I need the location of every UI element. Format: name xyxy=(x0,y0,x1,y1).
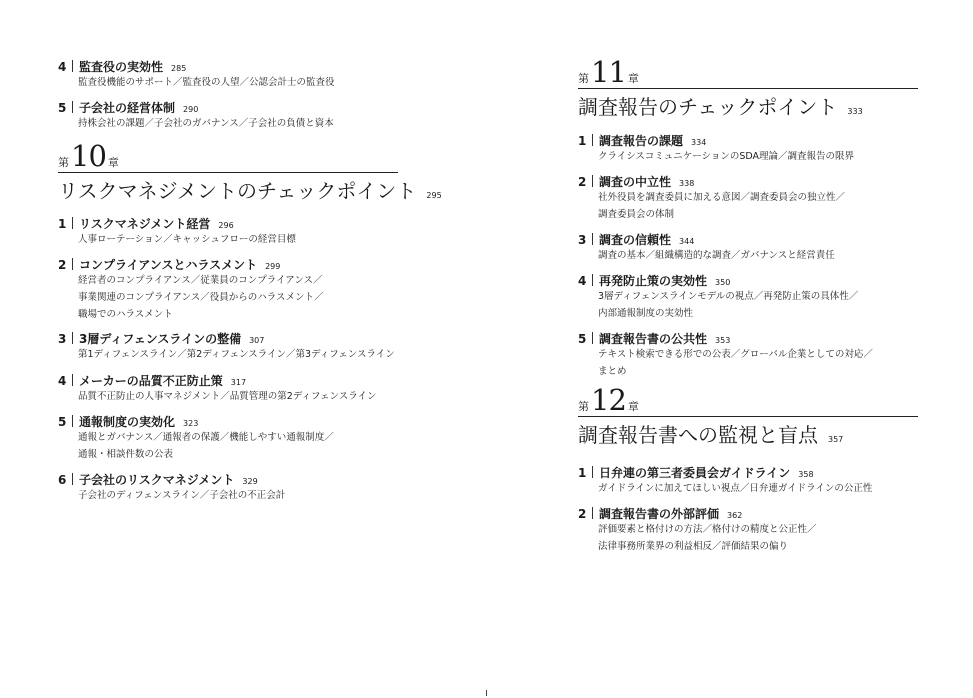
section-subtopics: 品質不正防止の人事マネジメント／品質管理の第2ディフェンスライン xyxy=(78,391,377,402)
section-page: 353 xyxy=(715,336,731,345)
section-number: 2 xyxy=(578,175,587,189)
section-page: 350 xyxy=(715,278,731,287)
section-title: 調査報告書の公共性 xyxy=(599,332,708,346)
section-page: 334 xyxy=(691,138,707,147)
section-number: 6 xyxy=(58,473,67,487)
gutter-mark xyxy=(486,690,487,696)
section-subtopics: 評価要素と格付けの方法／格付けの精度と公正性／ xyxy=(598,524,817,535)
section-subtopics: 職場でのハラスメント xyxy=(78,309,173,320)
chapter-title: 調査報告のチェックポイント xyxy=(578,95,838,119)
chapter-title: 調査報告書への監視と盲点 xyxy=(578,423,818,447)
section-divider xyxy=(592,332,593,344)
section-subtopics: 内部通報制度の実効性 xyxy=(598,308,694,319)
section-page: 307 xyxy=(249,336,265,345)
section-divider xyxy=(72,415,73,427)
toc-section[interactable] xyxy=(58,99,398,132)
section-subtopics: 法律事務所業界の利益相反／評価結果の偏り xyxy=(598,541,789,552)
chapter-label: 第 10 章 xyxy=(58,139,119,173)
section-number: 3 xyxy=(58,332,67,346)
toc-section[interactable] xyxy=(58,471,398,504)
chapter-rule xyxy=(578,88,918,89)
section-divider xyxy=(72,258,73,270)
chapter-heading[interactable] xyxy=(578,383,918,448)
section-page: 323 xyxy=(183,419,199,428)
section-divider xyxy=(592,175,593,187)
section-subtopics: 3層ディフェンスラインモデルの視点／再発防止策の具体性／ xyxy=(598,291,859,302)
toc-section[interactable] xyxy=(58,372,398,405)
section-page: 290 xyxy=(183,105,199,114)
toc-section[interactable] xyxy=(578,464,918,497)
section-page: 299 xyxy=(265,262,281,271)
toc-section[interactable] xyxy=(58,215,398,248)
toc-section[interactable] xyxy=(58,256,398,323)
chapter-title: リスクマネジメントのチェックポイント xyxy=(58,179,417,203)
section-number: 1 xyxy=(578,466,587,480)
toc-section[interactable] xyxy=(58,58,398,91)
section-subtopics: テキスト検索できる形での公表／グローバル企業としての対応／ xyxy=(598,349,873,360)
chapter-number: 12 xyxy=(591,383,626,417)
chapter-page: 333 xyxy=(847,107,863,116)
section-divider xyxy=(592,507,593,519)
section-title: 3層ディフェンスラインの整備 xyxy=(79,332,242,346)
section-title: 子会社のリスクマネジメント xyxy=(79,473,235,487)
section-title: リスクマネジメント経営 xyxy=(79,217,211,231)
section-subtopics: まとめ xyxy=(598,366,627,377)
section-divider xyxy=(592,466,593,478)
chapter-number: 11 xyxy=(591,55,626,89)
section-title: 通報制度の実効化 xyxy=(79,415,176,429)
section-divider xyxy=(72,332,73,344)
toc-section[interactable] xyxy=(578,132,918,165)
chapter-heading[interactable] xyxy=(578,55,918,120)
section-title: 調査報告書の外部評価 xyxy=(599,507,720,521)
section-subtopics: ガイドラインに加えてほしい視点／日弁連ガイドラインの公正性 xyxy=(598,483,873,494)
section-number: 1 xyxy=(58,217,67,231)
chapter-page: 357 xyxy=(828,435,844,444)
section-subtopics: 持株会社の課題／子会社のガバナンス／子会社の負債と資本 xyxy=(78,118,334,129)
chapter-heading[interactable] xyxy=(58,139,442,204)
section-subtopics: 通報とガバナンス／通報者の保護／機能しやすい通報制度／ xyxy=(78,432,334,443)
section-page: 358 xyxy=(798,470,814,479)
section-subtopics: 調査委員会の体制 xyxy=(598,209,675,220)
section-number: 1 xyxy=(578,134,587,148)
section-subtopics: 監査役機能のサポート／監査役の人望／公認会計士の監査役 xyxy=(78,77,335,88)
section-title: 調査の中立性 xyxy=(599,175,672,189)
chapter-rule xyxy=(58,172,398,173)
section-subtopics: 子会社のディフェンスライン／子会社の不正会計 xyxy=(78,490,286,501)
section-divider xyxy=(72,60,73,72)
section-number: 4 xyxy=(58,60,67,74)
chapter-page: 295 xyxy=(426,191,442,200)
section-title: 日弁連の第三者委員会ガイドライン xyxy=(599,466,791,480)
section-page: 338 xyxy=(679,179,695,188)
section-subtopics: 社外役員を調査委員に加える意図／調査委員会の独立性／ xyxy=(598,192,846,203)
section-number: 4 xyxy=(58,374,67,388)
section-divider xyxy=(592,274,593,286)
toc-section[interactable] xyxy=(578,505,918,555)
toc-section[interactable] xyxy=(578,173,918,223)
chapter-label: 第 11 章 xyxy=(578,55,639,89)
section-number: 2 xyxy=(58,258,67,272)
section-number: 2 xyxy=(578,507,587,521)
toc-section[interactable] xyxy=(578,330,918,380)
section-number: 5 xyxy=(58,415,67,429)
toc-section[interactable] xyxy=(578,272,918,322)
section-title: 監査役の実効性 xyxy=(79,60,164,74)
section-subtopics: 第1ディフェンスライン／第2ディフェンスライン／第3ディフェンスライン xyxy=(78,349,395,360)
section-title: 調査報告の課題 xyxy=(599,134,684,148)
chapter-rule xyxy=(578,416,918,417)
section-number: 3 xyxy=(578,233,587,247)
section-page: 317 xyxy=(230,378,247,387)
section-divider xyxy=(72,101,73,113)
toc-section[interactable] xyxy=(58,330,398,363)
section-page: 329 xyxy=(242,477,258,486)
section-subtopics: 通報・相談件数の公表 xyxy=(78,449,174,460)
section-divider xyxy=(592,134,593,146)
section-subtopics: 事業関連のコンプライアンス／役員からのハラスメント／ xyxy=(78,292,324,303)
section-title: 再発防止策の実効性 xyxy=(599,274,708,288)
section-number: 5 xyxy=(58,101,67,115)
section-page: 362 xyxy=(727,511,743,520)
section-number: 5 xyxy=(578,332,587,346)
section-subtopics: 経営者のコンプライアンス／従業員のコンプライアンス／ xyxy=(78,275,323,286)
section-divider xyxy=(72,473,73,485)
section-page: 285 xyxy=(171,64,187,73)
section-title: コンプライアンスとハラスメント xyxy=(79,258,258,272)
section-title: メーカーの品質不正防止策 xyxy=(79,374,223,388)
section-title: 調査の信頼性 xyxy=(599,233,672,247)
chapter-label: 第 12 章 xyxy=(578,383,639,417)
toc-section[interactable] xyxy=(58,413,398,463)
section-title: 子会社の経営体制 xyxy=(79,101,176,115)
section-subtopics: 人事ローテーション／キャッシュフローの経営目標 xyxy=(78,234,296,245)
section-subtopics: クライシスコミュニケーションのSDA理論／調査報告の限界 xyxy=(598,151,855,162)
section-divider xyxy=(72,374,73,386)
section-divider xyxy=(72,217,73,229)
toc-section[interactable] xyxy=(578,231,918,264)
section-page: 296 xyxy=(218,221,234,230)
chapter-number: 10 xyxy=(71,139,106,173)
section-divider xyxy=(592,233,593,245)
section-page: 344 xyxy=(679,237,695,246)
section-number: 4 xyxy=(578,274,587,288)
section-subtopics: 調査の基本／組織構造的な調査／ガバナンスと経営責任 xyxy=(598,250,835,261)
